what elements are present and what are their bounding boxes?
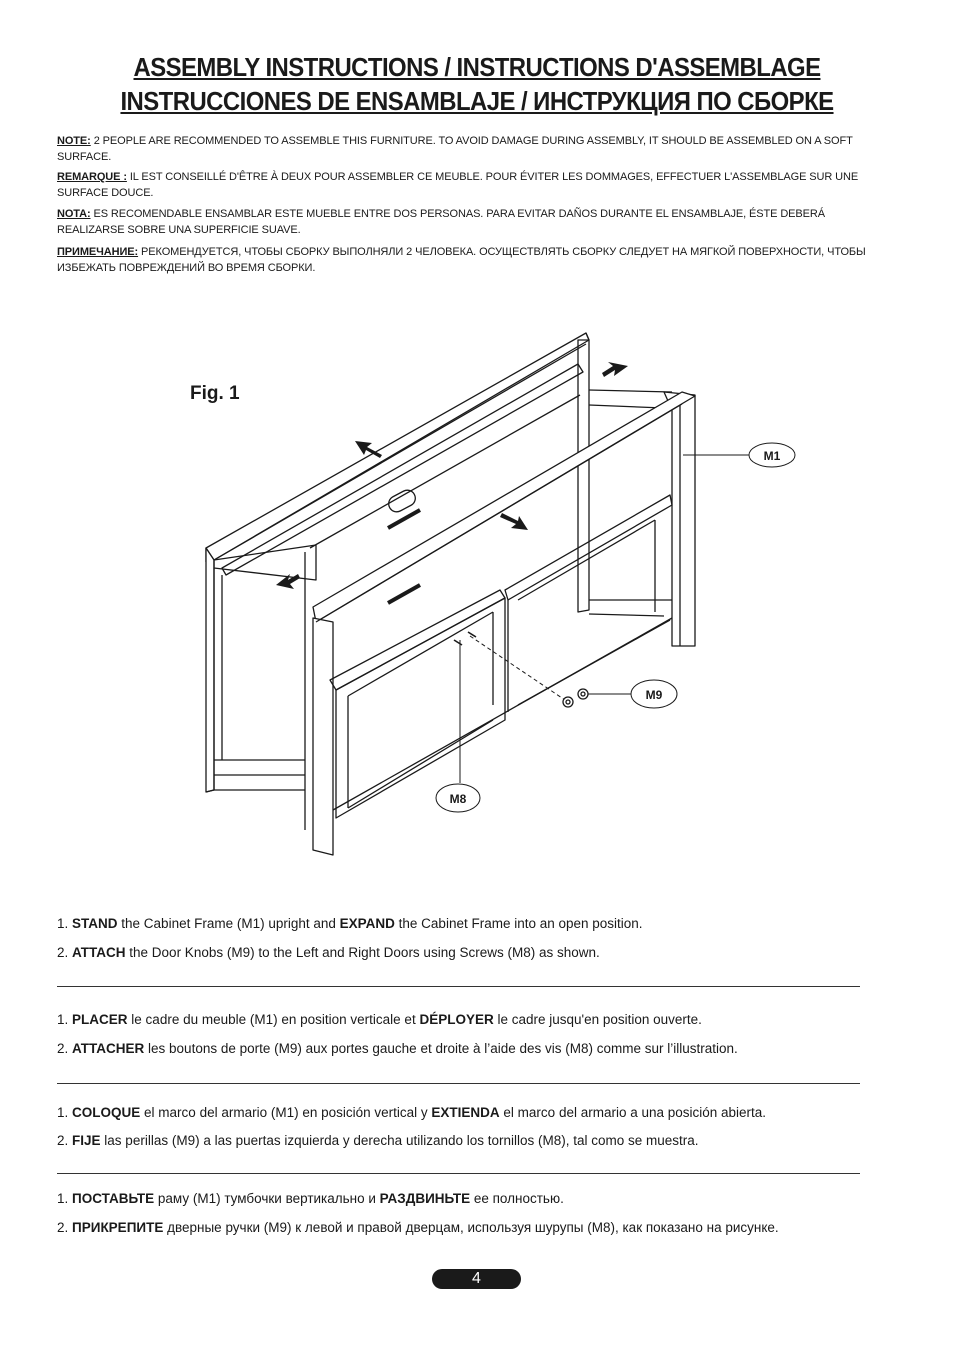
- divider: [57, 986, 860, 987]
- arrow-icon: [500, 513, 528, 530]
- note-text: IL EST CONSEILLÉ D'ÊTRE À DEUX POUR ASSEMBLER CE MEUBLE. POUR ÉVITER LES DOMMAGES, EFFECTUER L'ASSEMBLAGE SUR UNE SURFACE DOUCE.: [57, 171, 859, 199]
- step-fr-2: 2. ATTACHER les boutons de porte (M9) aux portes gauche et droite à l’aide des vis (M8) comme sur l’illustration.: [57, 1041, 738, 1056]
- step-en-1: 1. STAND the Cabinet Frame (M1) upright and EXPAND the Cabinet Frame into an open position.: [57, 916, 643, 931]
- callout-m1: [749, 443, 795, 467]
- note-label: REMARQUE :: [57, 171, 127, 183]
- note-french: [57, 170, 887, 201]
- callout-m9-label: M9: [645, 688, 663, 702]
- note-text: 2 PEOPLE ARE RECOMMENDED TO ASSEMBLE THIS FURNITURE. TO AVOID DAMAGE DURING ASSEMBLY, IT SHOULD BE ASSEMBLED ON A SOFT SURFACE.: [57, 135, 853, 163]
- note-label: NOTE:: [57, 135, 91, 147]
- callout-m8-label: M8: [449, 792, 467, 806]
- note-label: NOTA:: [57, 208, 91, 220]
- step-es-1: 1. COLOQUE el marco del armario (M1) en posición vertical y EXTIENDA el marco del armario a una posición abierta.: [57, 1105, 767, 1120]
- left-side-panel: [206, 545, 316, 830]
- step-fr-1: 1. PLACER le cadre du meuble (M1) en position verticale et DÉPLOYER le cadre jusqu'en position ouverte.: [57, 1012, 702, 1027]
- callout-m1-label: M1: [763, 449, 781, 463]
- figure-label: Fig. 1: [190, 383, 240, 404]
- step-en-2: 2. ATTACH the Door Knobs (M9) to the Left and Right Doors using Screws (M8) as shown.: [57, 945, 600, 960]
- divider: [57, 1173, 860, 1174]
- note-russian: [57, 245, 887, 276]
- assembly-figure: [0, 320, 954, 870]
- arrow-icon: [602, 362, 628, 377]
- step-ru-1: 1. ПОСТАВЬТЕ раму (M1) тумбочки вертикально и РАЗДВИНЬТЕ ее полностью.: [57, 1191, 564, 1206]
- title-line-2: INSTRUCCIONES DE ENSAMBLAJE / ИНСТРУКЦИЯ ПО СБОРКЕ: [120, 86, 834, 116]
- note-text: РЕКОМЕНДУЕТСЯ, ЧТОБЫ СБОРКУ ВЫПОЛНЯЛИ 2 ЧЕЛОВЕКА. ОСУЩЕСТВЛЯТЬ СБОРКУ СЛЕДУЕТ НА МЯГКОЙ ПОВЕРХНОСТИ, ЧТОБЫ ИЗБЕЖАТЬ ПОВРЕЖДЕНИЙ ВО ВРЕМЯ СБОРКИ.: [57, 246, 866, 274]
- step-es-2: 2. FIJE las perillas (M9) a las puertas izquierda y derecha utilizando los tornillos (M8), tal como se muestra.: [57, 1133, 699, 1148]
- title-line-1: ASSEMBLY INSTRUCTIONS / INSTRUCTIONS D'ASSEMBLAGE: [133, 52, 821, 82]
- note-text: ES RECOMENDABLE ENSAMBLAR ESTE MUEBLE ENTRE DOS PERSONAS. PARA EVITAR DAÑOS DURANTE EL ENSAMBLAJE, ÉSTE DEBERÁ REALIZARSE SOBRE UNA SUPERFICIE SUAVE.: [57, 208, 825, 236]
- page-number: 4: [432, 1269, 521, 1289]
- divider: [57, 1083, 860, 1084]
- right-side-panel: [578, 340, 695, 646]
- step-ru-2: 2. ПРИКРЕПИТЕ дверные ручки (M9) к левой и правой дверцам, используя шурупы (M8), как показано на рисунке.: [57, 1220, 779, 1235]
- note-label: ПРИМЕЧАНИЕ:: [57, 246, 139, 258]
- door-knob-icon: [563, 689, 588, 707]
- direction-arrows: [276, 362, 628, 589]
- callout-m8: [436, 784, 480, 812]
- screw-icon: [454, 632, 476, 645]
- callout-m9: [631, 680, 677, 708]
- note-spanish: [57, 207, 887, 238]
- note-english: [57, 134, 887, 165]
